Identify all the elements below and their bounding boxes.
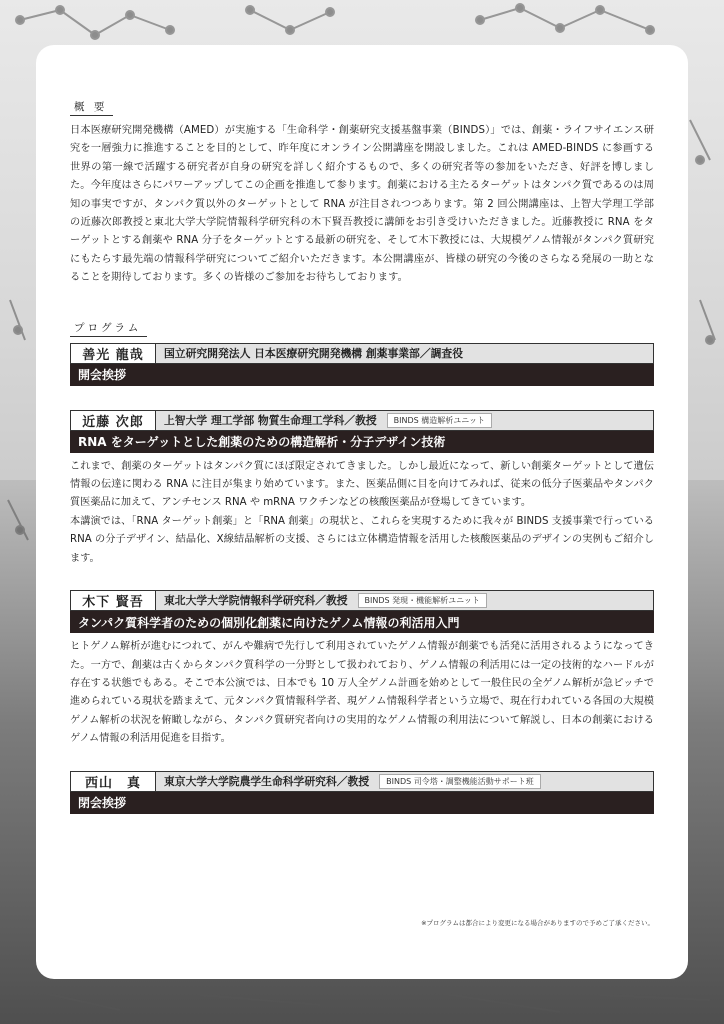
- speaker-affiliation: 東京大学大学院農学生命科学研究科／教授: [164, 774, 370, 788]
- session-description: ヒトゲノム解析が進むにつれて、がんや難病で先行して利用されていたゲノム情報が創薬でも活発に活用されるようになってきた。一方で、創薬は古くからタンパク質科学の一分野として扱われており、ゲノム情報の利活用には一定の技術的なハードルが存在する状態でもある。そこで本公演では、日本でも 10 万人全ゲノム計画を始めとして一般住民の全ゲノム解析が急ピッチで進められている現状を踏まえて、元タンパク質情報科学者、現ゲノム情報科学者という立場で、現在行われている各国の大規模ゲノム解析の状況を俯瞰しながら、タンパク質研究者向けの実用的なゲノム情報の利用法について解説し、日本の創薬におけるゲノム情報の利活用促進を目指す。: [70, 641, 654, 745]
- speaker-header: [70, 590, 654, 611]
- session-description: 本講演では、「RNA ターゲット創薬」と「RNA 創薬」の現状と、これらを実現するために我々が BINDS 支援事業で行っている RNA の分子デザイン、結晶化、X線結晶解析の支援、さらには立体構造情報を活用した核酸医薬品のデザインの実例もご紹介します。: [70, 515, 654, 564]
- program-item-kinoshita: [70, 590, 654, 748]
- speaker-affiliation: 東北大学大学院情報科学研究科／教授: [164, 594, 348, 608]
- program-heading: プログラム: [70, 320, 147, 337]
- program-item-opening: [70, 343, 654, 386]
- session-title: RNA をターゲットとした創薬のための構造解析・分子デザイン技術: [70, 431, 654, 453]
- speaker-header: [70, 410, 654, 431]
- program-item-closing: [70, 771, 654, 814]
- speaker-header: [70, 771, 654, 792]
- overview-heading: 概 要: [70, 99, 113, 116]
- speaker-name: 木下 賢吾: [71, 591, 156, 610]
- overview-text: 日本医療研究開発機構（AMED）が実施する「生命科学・創薬研究支援基盤事業（BINDS）」では、創薬・ライフサイエンス研究を一層強力に推進することを目的として、昨年度にオンライン公開講座を開設しました。これは AMED-BINDS に参画する世界の第一線で活躍する研究者が自身の研究を詳しく紹介するもので、多くの研究者等の参加をいただき、好評を博しました。今年度はさらにパワーアップしてこの企画を推進して参ります。創薬における主たるターゲットはタンパク質であるのは周知の事実ですが、タンパク質以外のターゲットとして RNA が注目されつつあります。第 2 回公開講座は、上智大学理工学部の近藤次郎教授と東北大学大学院情報科学研究科の木下賢吾教授に講師をお引き受けいただきました。近藤教授に RNA をターゲットとする創薬や RNA 分子をターゲットとする最新の研究を、そして木下教授には、大規模ゲノム情報がタンパク質研究にもたらす最先端の情報科学研究についてご紹介いただきます。本公開講座が、皆様の研究の今後のさらなる発展の一助となることを期待しております。多くの皆様のご参加をお待ちしております。: [70, 125, 654, 284]
- unit-tag: BINDS 司令塔・調整機能活動サポート班: [379, 774, 541, 789]
- speaker-name: 善光 龍哉: [71, 344, 156, 363]
- speaker-header: [70, 343, 654, 364]
- speaker-name: 西山 真: [71, 772, 156, 791]
- session-title: 閉会挨拶: [70, 792, 654, 814]
- session-title: タンパク質科学者のための個別化創薬に向けたゲノム情報の利活用入門: [70, 611, 654, 633]
- session-description: これまで、創薬のターゲットはタンパク質にほぼ限定されてきました。しかし最近になって、新しい創薬ターゲットとして遺伝情報の伝達に関わる RNA に注目が集まり始めています。また、医薬品側に目を向けてみれば、従来の低分子医薬品やタンパク質医薬品に加えて、アンチセンス RNA や mRNA ワクチンなどの核酸医薬品が登場してきています。: [70, 460, 654, 509]
- program-change-note: ※プログラムは都合により変更になる場合がありますので予めご了承ください。: [421, 919, 654, 927]
- speaker-affiliation: 上智大学 理工学部 物質生命理工学科／教授: [164, 413, 377, 427]
- program-item-kondo: [70, 410, 654, 568]
- content-card: [36, 45, 688, 979]
- speaker-affiliation: 国立研究開発法人 日本医療研究開発機構 創薬事業部／調査役: [164, 346, 464, 360]
- speaker-name: 近藤 次郎: [71, 411, 156, 430]
- unit-tag: BINDS 発現・機能解析ユニット: [358, 593, 487, 608]
- unit-tag: BINDS 構造解析ユニット: [387, 413, 492, 428]
- session-title: 開会挨拶: [70, 364, 654, 386]
